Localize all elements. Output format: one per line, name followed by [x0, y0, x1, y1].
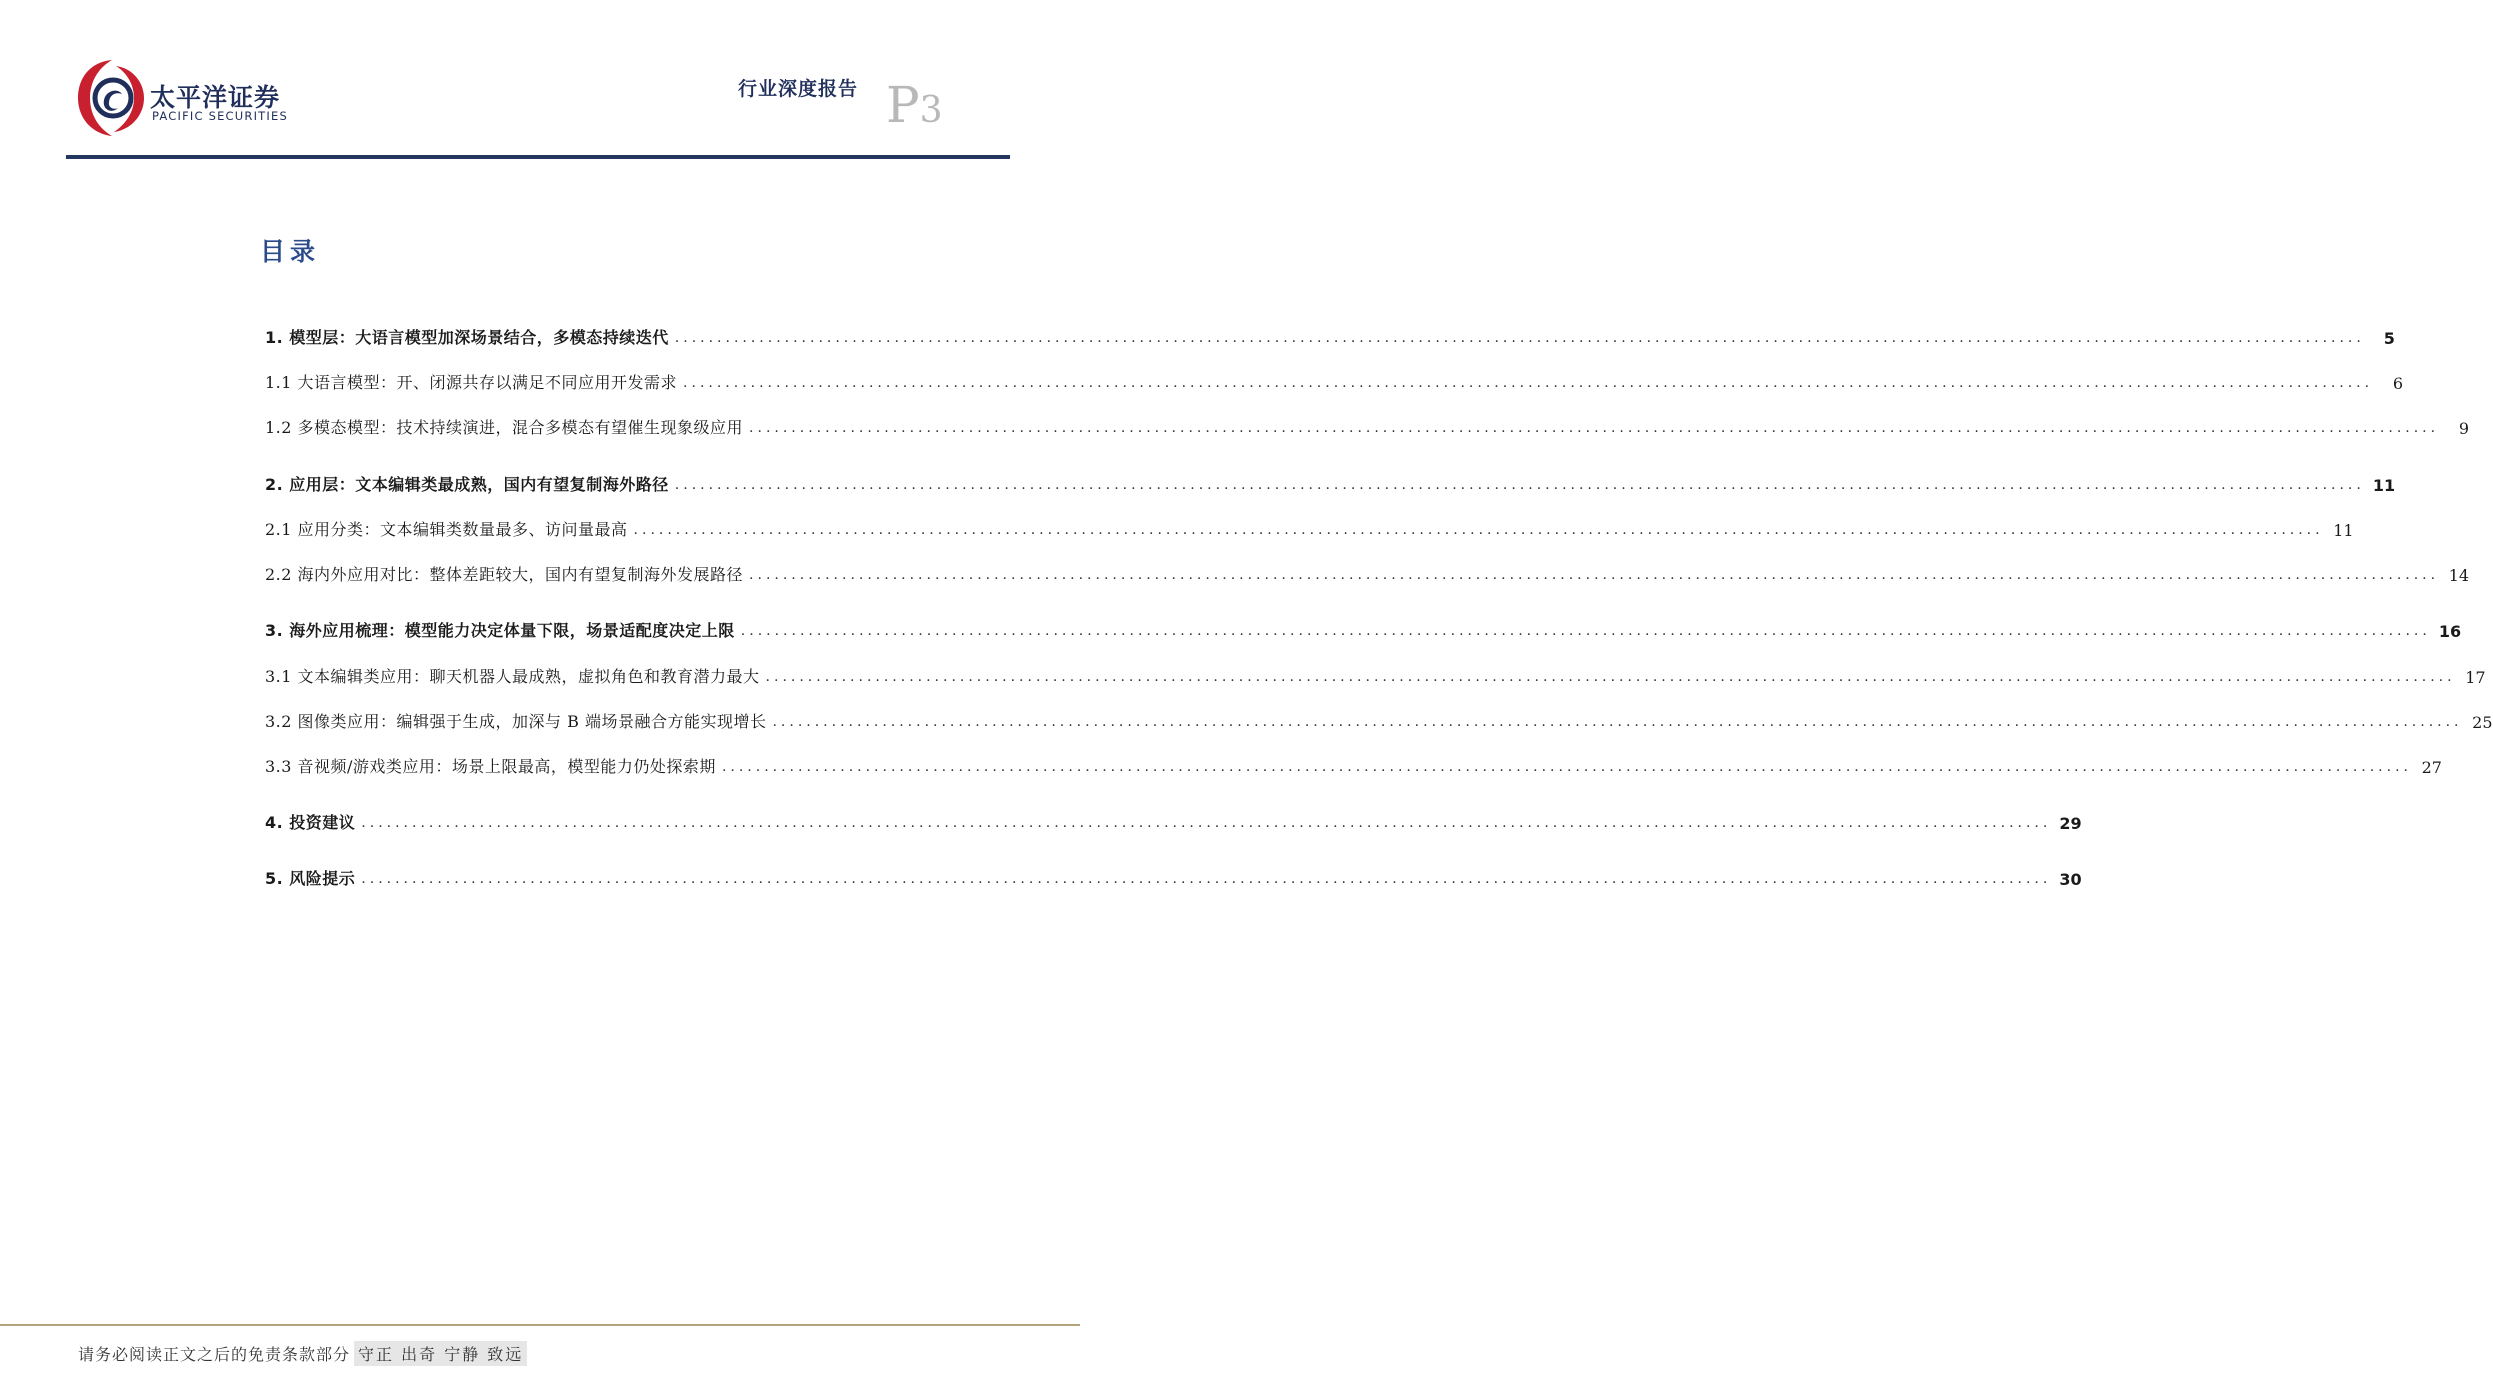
- toc-dot-leader: ........................................................................................................................................................................................................: [683, 375, 2374, 391]
- toc-heading: 目录: [260, 237, 321, 266]
- toc-entry[interactable]: [265, 465, 2396, 495]
- footer-motto: 守正 出奇 宁静 致远: [354, 1341, 527, 1366]
- page-footer: [78, 1341, 527, 1366]
- toc-entry[interactable]: [265, 555, 2470, 585]
- toc-entry-title: 2.1 应用分类：文本编辑类数量最多、访问量最高: [265, 520, 628, 539]
- toc-dot-leader: ........................................................................................................................................................................................................: [772, 714, 2463, 730]
- toc-entry[interactable]: [265, 510, 2354, 540]
- toc-entry[interactable]: [265, 859, 2082, 889]
- toc-entry-title: 1.1 大语言模型：开、闭源共存以满足不同应用开发需求: [265, 373, 678, 392]
- toc-dot-leader: ........................................................................................................................................................................................................: [749, 420, 2440, 436]
- toc-entry[interactable]: [265, 702, 2493, 732]
- page-number: [886, 76, 943, 134]
- pacific-securities-logo: [76, 56, 286, 140]
- toc-dot-leader: ........................................................................................................................................................................................................: [674, 330, 2365, 346]
- toc-dot-leader: ........................................................................................................................................................................................................: [361, 871, 2052, 887]
- brand-name-chinese: 太平洋证券: [150, 83, 281, 112]
- toc-dot-leader: ........................................................................................................................................................................................................: [721, 759, 2412, 775]
- toc-entry-title: 5. 风险提示: [265, 869, 356, 888]
- toc-entry-title: 1. 模型层：大语言模型加深场景结合，多模态持续迭代: [265, 328, 669, 347]
- toc-dot-leader: ........................................................................................................................................................................................................: [749, 567, 2440, 583]
- toc-entry-page: 17: [2465, 668, 2486, 687]
- toc-dot-leader: ........................................................................................................................................................................................................: [740, 623, 2431, 639]
- toc-entry[interactable]: [265, 657, 2486, 687]
- toc-entry-title: 3.3 音视频/游戏类应用：场景上限最高，模型能力仍处探索期: [265, 757, 716, 776]
- toc-entry-page: 14: [2448, 566, 2470, 585]
- toc-entry[interactable]: [265, 363, 2404, 393]
- toc-entry-page: 9: [2458, 419, 2470, 438]
- toc-entry[interactable]: [265, 803, 2082, 833]
- toc-dot-leader: ........................................................................................................................................................................................................: [633, 522, 2324, 538]
- toc-entry-title: 1.2 多模态模型：技术持续演进，混合多模态有望催生现象级应用: [265, 418, 744, 437]
- toc-entry-title: 3.2 图像类应用：编辑强于生成，加深与 B 端场景融合方能实现增长: [265, 712, 767, 731]
- toc-entry[interactable]: [265, 611, 2462, 641]
- toc-entry-page: 29: [2059, 814, 2082, 833]
- toc-entry-page: 6: [2392, 374, 2404, 393]
- toc-entry-page: 30: [2059, 870, 2082, 889]
- toc-entry-title: 3. 海外应用梳理：模型能力决定体量下限，场景适配度决定上限: [265, 621, 735, 640]
- footer-divider: [0, 1324, 1080, 1326]
- footer-disclaimer: 请务必阅读正文之后的免责条款部分: [78, 1345, 351, 1364]
- toc-dot-leader: ........................................................................................................................................................................................................: [674, 477, 2365, 493]
- toc-entry[interactable]: [265, 408, 2470, 438]
- toc-entry-title: 2. 应用层：文本编辑类最成熟，国内有望复制海外路径: [265, 475, 669, 494]
- toc-entry-page: 11: [2333, 521, 2354, 540]
- toc-dot-leader: ........................................................................................................................................................................................................: [361, 815, 2052, 831]
- toc-entry-page: 25: [2472, 713, 2493, 732]
- toc-entry-title: 4. 投资建议: [265, 813, 356, 832]
- toc-entry-page: 5: [2383, 329, 2395, 348]
- toc-entry[interactable]: [265, 747, 2442, 777]
- toc-entry-page: 11: [2372, 476, 2396, 495]
- header-divider: [66, 155, 1010, 159]
- toc-entry-page: 27: [2421, 758, 2442, 777]
- toc-entry[interactable]: [265, 318, 2395, 348]
- page-number-value: 3: [919, 90, 943, 131]
- report-type-label: 行业深度报告: [738, 78, 859, 100]
- toc-dot-leader: ........................................................................................................................................................................................................: [765, 669, 2456, 685]
- page-header: [0, 0, 1080, 160]
- logo-mark-icon: [76, 56, 148, 140]
- page-number-letter: P: [886, 76, 920, 134]
- toc-entry-title: 2.2 海内外应用对比：整体差距较大，国内有望复制海外发展路径: [265, 565, 744, 584]
- toc-entry-page: 16: [2438, 622, 2462, 641]
- brand-name-english: PACIFIC SECURITIES: [152, 109, 288, 123]
- toc-entry-title: 3.1 文本编辑类应用：聊天机器人最成熟，虚拟角色和教育潜力最大: [265, 667, 760, 686]
